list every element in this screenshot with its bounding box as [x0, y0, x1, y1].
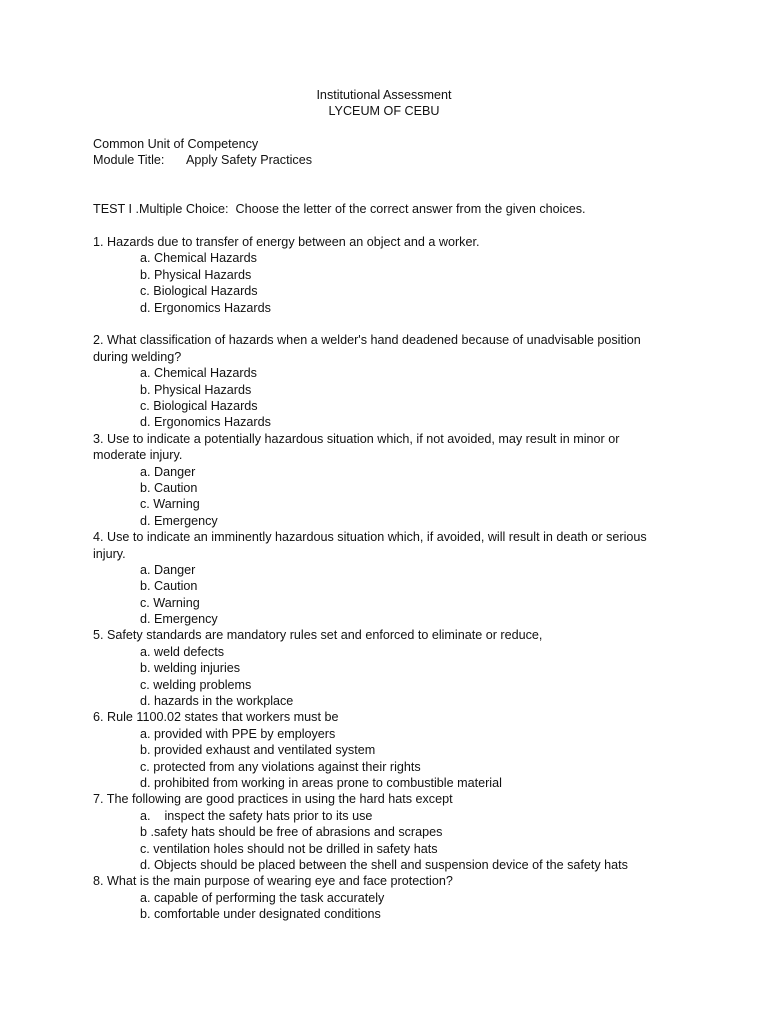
- school-name: LYCEUM OF CEBU: [328, 104, 440, 119]
- question-item: [93, 431, 673, 529]
- choice-item: b. Physical Hazards: [140, 382, 252, 397]
- choice-item: b. Physical Hazards: [140, 267, 252, 282]
- choice-item: a. Chemical Hazards: [140, 366, 257, 381]
- choice-item: a. weld defects: [140, 644, 225, 659]
- choice-list: [93, 250, 673, 316]
- choice-item: d. hazards in the workplace: [140, 694, 294, 709]
- choice-list: [93, 726, 673, 792]
- choice-item: b .safety hats should be free of abrasions and scrapes: [140, 825, 443, 840]
- question-item: [93, 627, 673, 709]
- choice-item: c. Warning: [140, 595, 200, 610]
- choice-item: c. welding problems: [140, 677, 252, 692]
- choice-item: c. protected from any violations against their rights: [140, 759, 421, 774]
- blank-line: [93, 316, 673, 332]
- choice-list: [93, 808, 673, 874]
- choice-list: [93, 464, 673, 530]
- test-instructions: TEST I .Multiple Choice: Choose the letter of the correct answer from the given choices.: [93, 202, 586, 216]
- choice-item: b. Caution: [140, 579, 198, 594]
- question-item: [93, 791, 673, 873]
- choice-item: b. provided exhaust and ventilated system: [140, 743, 376, 758]
- choice-item: d. Emergency: [140, 612, 218, 627]
- choice-item: d. Emergency: [140, 513, 218, 528]
- question-text: 6. Rule 1100.02 states that workers must be: [93, 710, 339, 725]
- choice-item: c. Warning: [140, 497, 200, 512]
- choice-item: b. Caution: [140, 480, 198, 495]
- choice-list: [93, 365, 673, 431]
- module-info: [93, 136, 312, 169]
- question-item: [93, 529, 673, 627]
- question-text: 4. Use to indicate an imminently hazardous situation which, if avoided, will result in death or serious injury.: [93, 530, 647, 561]
- question-item: [93, 873, 673, 922]
- module-title-label: Module Title:: [93, 153, 165, 168]
- question-item: [93, 332, 673, 430]
- choice-item: a. inspect the safety hats prior to its use: [140, 808, 373, 823]
- choice-list: [93, 644, 673, 710]
- question-text: 1. Hazards due to transfer of energy between an object and a worker.: [93, 235, 480, 249]
- choice-item: a. Danger: [140, 464, 196, 479]
- question-text: 8. What is the main purpose of wearing eye and face protection?: [93, 874, 453, 889]
- question-list: [93, 234, 673, 923]
- choice-item: c. Biological Hazards: [140, 398, 258, 413]
- choice-item: a. Danger: [140, 562, 196, 577]
- question-text: 3. Use to indicate a potentially hazardous situation which, if not avoided, may result in minor or moderate injury.: [93, 431, 620, 463]
- choice-item: b. welding injuries: [140, 661, 241, 676]
- question-text: 7. The following are good practices in using the hard hats except: [93, 792, 453, 807]
- choice-item: c. ventilation holes should not be drilled in safety hats: [140, 841, 438, 856]
- module-title-line: [93, 152, 312, 168]
- document-header: [0, 87, 768, 120]
- choice-item: d. Ergonomics Hazards: [140, 300, 271, 315]
- choice-item: a. provided with PPE by employers: [140, 726, 336, 741]
- choice-item: a. Chemical Hazards: [140, 251, 257, 266]
- question-text: 5. Safety standards are mandatory rules set and enforced to eliminate or reduce,: [93, 628, 543, 643]
- choice-item: d. Objects should be placed between the shell and suspension device of the safety hats: [140, 858, 628, 872]
- choice-item: d. Ergonomics Hazards: [140, 415, 271, 430]
- unit-of-competency: Common Unit of Competency: [93, 137, 259, 151]
- question-text: 2. What classification of hazards when a welder's hand deadened because of unadvisable position during welding?: [93, 333, 641, 364]
- choice-item: a. capable of performing the task accurately: [140, 890, 385, 905]
- choice-list: [93, 890, 673, 923]
- document-title: Institutional Assessment: [316, 88, 452, 102]
- choice-list: [93, 562, 673, 628]
- choice-item: d. prohibited from working in areas prone to combustible material: [140, 776, 502, 791]
- choice-item: b. comfortable under designated conditions: [140, 907, 381, 922]
- choice-item: c. Biological Hazards: [140, 284, 258, 299]
- module-title-value: Apply Safety Practices: [186, 153, 312, 168]
- question-item: [93, 709, 673, 791]
- question-item: [93, 234, 673, 316]
